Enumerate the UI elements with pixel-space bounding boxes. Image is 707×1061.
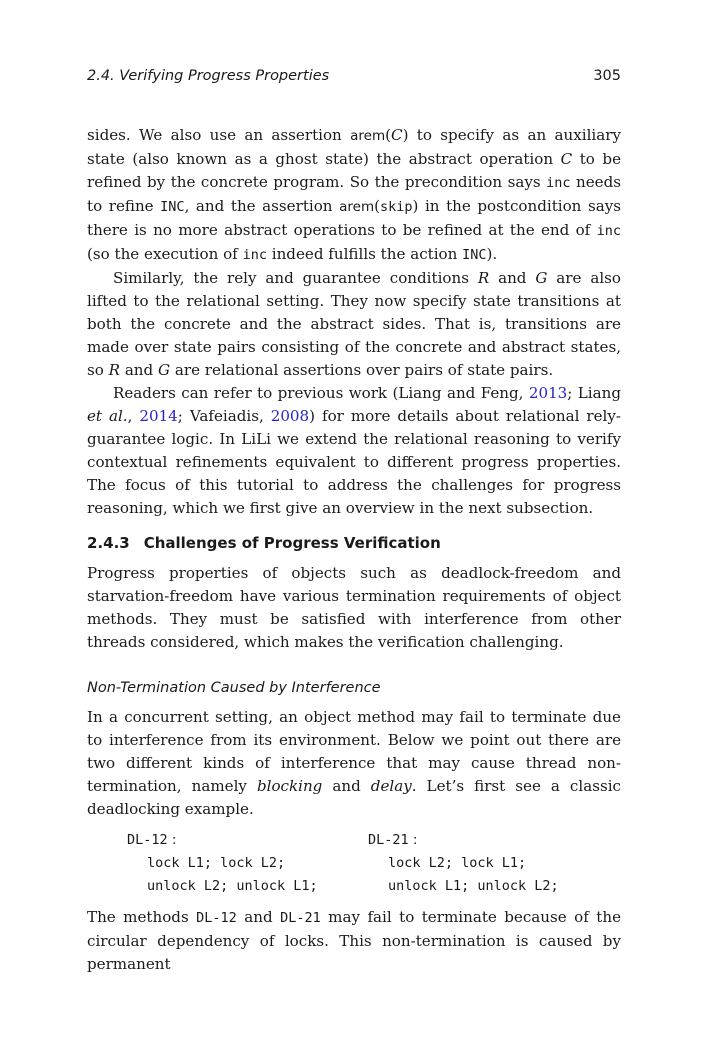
code-line: lock L1; lock L2; <box>147 855 286 871</box>
paragraph-4: Progress properties of objects such as deadlock-freedom and starvation-freedom have various termination requirements of object methods. They must be satisfied with interference from other threads considered, which makes the verification challenging. <box>87 564 621 651</box>
page-number: 305 <box>593 68 621 84</box>
running-head-title: 2.4. Verifying Progress Properties <box>87 68 330 84</box>
code-line: lock L2; lock L1; <box>388 855 527 871</box>
page-body <box>87 124 621 976</box>
math-var-r: R <box>108 361 121 379</box>
math-var-c: C <box>560 150 573 168</box>
math-var-g: G <box>158 361 171 379</box>
citation-link-2008[interactable]: 2008 <box>270 407 310 425</box>
code-inc: inc <box>546 175 571 191</box>
code-example <box>127 829 621 898</box>
code-INC: INC <box>462 247 487 263</box>
section-number: 2.4.3 <box>87 534 130 552</box>
paragraph-5: In a concurrent setting, an object method may fail to terminate due to interference from its environment. Below we point out there are two different kinds of interference that may cause thread non-termination, namely blocking and delay. Let’s first see a classic deadlocking example. <box>87 708 621 818</box>
code-method-dl21: DL-21 : lock L2; lock L1; unlock L1; unlock L2; <box>368 829 609 898</box>
paragraph-1: sides. We also use an assertion arem(C) to specify as an auxiliary state (also known as a ghost state) the abstract operation C to be refined by the concrete program. So the precondition says inc needs to refine INC, and the assertion arem(skip) in the postcondition says there is no more abstract operations to be refined at the end of inc (so the execution of inc indeed fulfills the action INC). <box>87 126 622 263</box>
citation-link-2014[interactable]: 2014 <box>139 407 178 425</box>
running-header <box>87 68 621 84</box>
arem-function: arem <box>339 199 375 215</box>
citation-link-2013[interactable]: 2013 <box>528 384 568 402</box>
code-method-dl12: DL-12 : lock L1; lock L2; unlock L2; unlock L1; <box>127 829 368 898</box>
math-var-g: G <box>535 269 548 287</box>
section-heading <box>87 534 621 552</box>
math-var-r: R <box>477 269 490 287</box>
method-name: DL-12 <box>127 832 168 848</box>
code-line: unlock L1; unlock L2; <box>388 878 559 894</box>
code-inc: inc <box>596 223 621 239</box>
method-name: DL-21 <box>368 832 409 848</box>
code-inc: inc <box>242 247 267 263</box>
section-title: Challenges of Progress Verification <box>143 534 441 552</box>
code-skip: skip <box>379 199 413 215</box>
paragraph-2: Similarly, the rely and guarantee conditions R and G are also lifted to the relational setting. They now specify state transitions at both the concrete and the abstract sides. That is, transitions are made over state pairs consisting of the concrete and abstract states, so R and G are relational assertions over pairs of state pairs. <box>87 269 621 379</box>
code-dl12: DL-12 <box>196 910 237 926</box>
code-line: unlock L2; unlock L1; <box>147 878 318 894</box>
paragraph-6: The methods DL-12 and DL-21 may fail to terminate because of the circular dependency of locks. This non-termination is caused by permanent <box>87 908 621 973</box>
arem-function: arem <box>350 128 386 144</box>
paragraph-3: Readers can refer to previous work (Liang and Feng, 2013; Liang et al., 2014; Vafeiadis, 2008) for more details about relational rely-guarantee logic. In LiLi we extend the relational reasoning to verify contextual refinements equivalent to different progress properties. The focus of this tutorial to address the challenges for progress reasoning, which we first give an overview in the next subsection. <box>87 384 621 517</box>
code-INC: INC <box>160 199 185 215</box>
paragraph-heading: Non-Termination Caused by Interference <box>87 680 381 696</box>
code-dl21: DL-21 <box>280 910 321 926</box>
